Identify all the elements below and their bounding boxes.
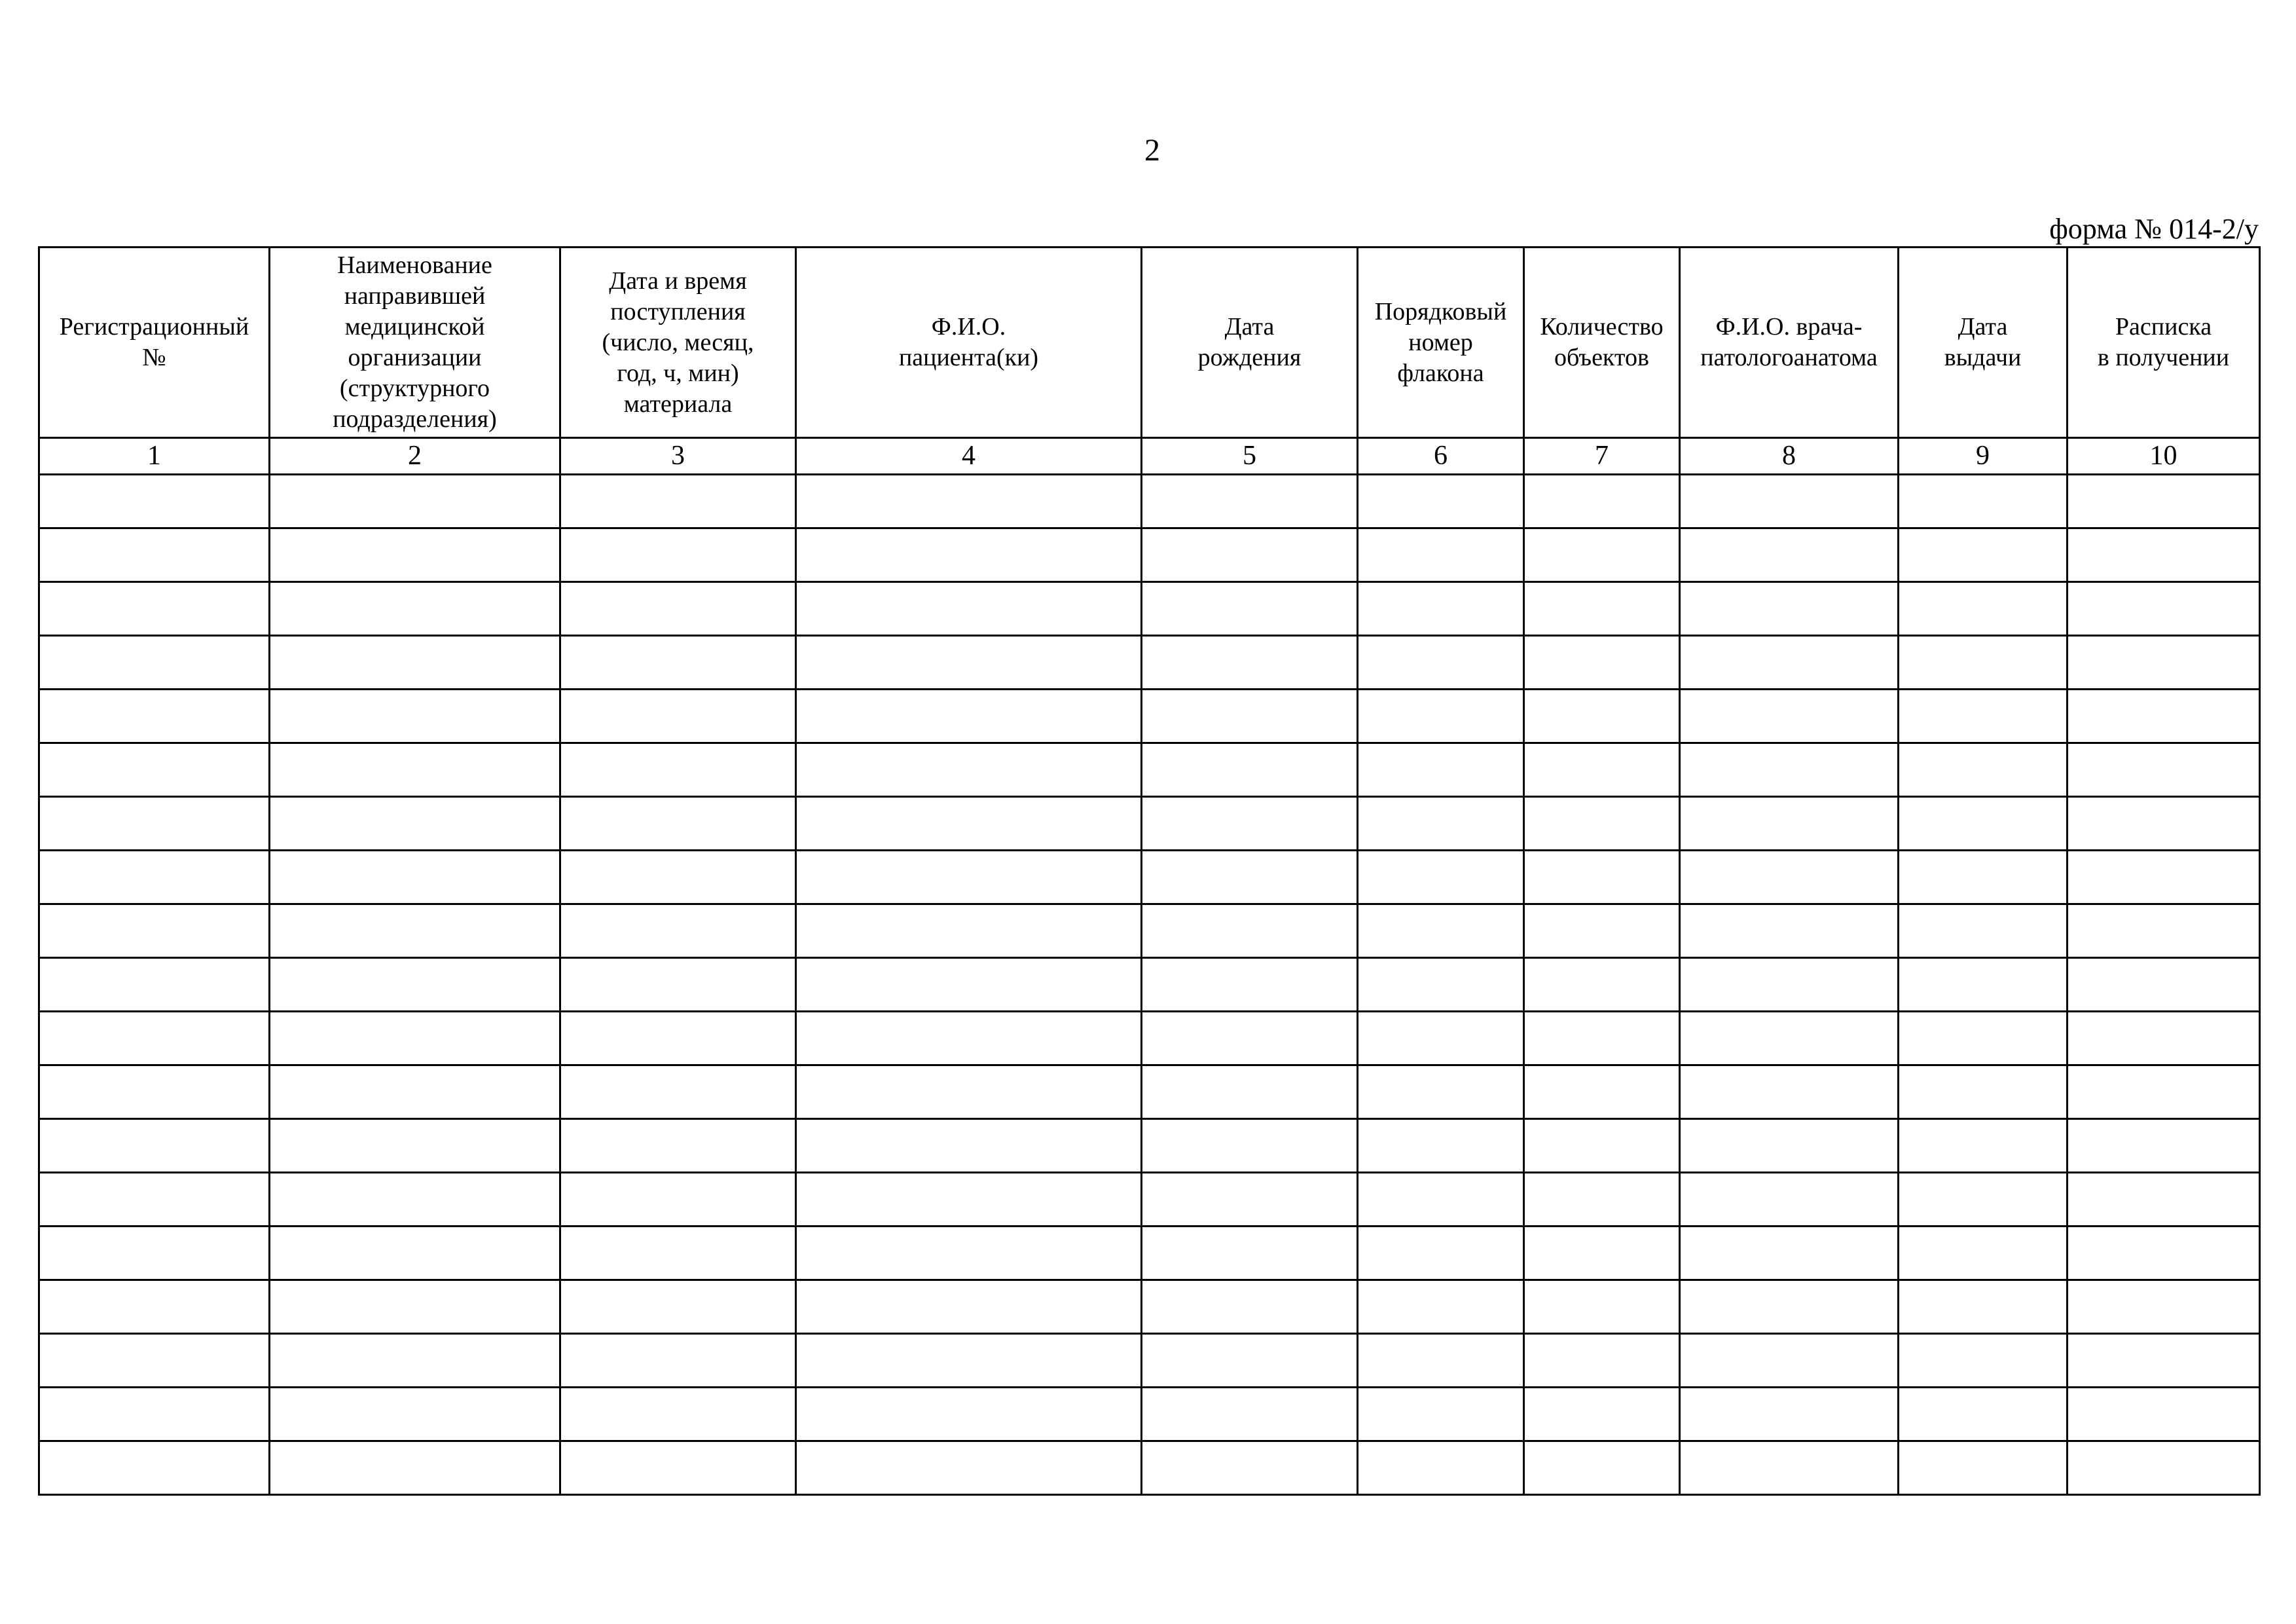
header-vial-number bbox=[1358, 248, 1524, 438]
table-cell[interactable] bbox=[270, 1227, 560, 1280]
table-cell[interactable] bbox=[1358, 1119, 1524, 1173]
header-cell-text: Порядковый номер флакона bbox=[1374, 297, 1507, 387]
table-cell[interactable] bbox=[1899, 851, 2068, 904]
header-cell-text: Количество объектов bbox=[1540, 313, 1664, 371]
column-number: 3 bbox=[560, 438, 796, 475]
table-cell[interactable] bbox=[1680, 797, 1899, 851]
table-cell[interactable] bbox=[1524, 1334, 1680, 1388]
table-cell[interactable] bbox=[560, 1388, 796, 1441]
table-cell[interactable] bbox=[270, 1388, 560, 1441]
table-cell[interactable] bbox=[1142, 743, 1358, 797]
table-row bbox=[39, 904, 2260, 958]
table-cell[interactable] bbox=[1358, 851, 1524, 904]
table-cell[interactable] bbox=[270, 528, 560, 582]
table-cell[interactable] bbox=[1142, 797, 1358, 851]
table-cell[interactable] bbox=[796, 851, 1142, 904]
table-cell[interactable] bbox=[1680, 958, 1899, 1012]
table-cell[interactable] bbox=[2068, 904, 2260, 958]
table-cell[interactable] bbox=[39, 475, 270, 528]
table-cell[interactable] bbox=[560, 743, 796, 797]
table-cell[interactable] bbox=[796, 636, 1142, 690]
table-cell[interactable] bbox=[1680, 1173, 1899, 1227]
table-cell[interactable] bbox=[1524, 1441, 1680, 1495]
table-cell[interactable] bbox=[1524, 851, 1680, 904]
table-cell[interactable] bbox=[1680, 1441, 1899, 1495]
table-cell[interactable] bbox=[2068, 851, 2260, 904]
table-cell[interactable] bbox=[39, 958, 270, 1012]
table-row bbox=[39, 475, 2260, 528]
register-table bbox=[38, 246, 2261, 1496]
table-cell[interactable] bbox=[2068, 1280, 2260, 1334]
table-row bbox=[39, 1334, 2260, 1388]
table-row bbox=[39, 743, 2260, 797]
table-cell[interactable] bbox=[1358, 528, 1524, 582]
table-cell[interactable] bbox=[1899, 743, 2068, 797]
table-cell[interactable] bbox=[270, 743, 560, 797]
table-cell[interactable] bbox=[1680, 475, 1899, 528]
header-cell-text: Расписка в получении bbox=[2097, 313, 2230, 371]
table-cell[interactable] bbox=[2068, 1173, 2260, 1227]
table-cell[interactable] bbox=[796, 1065, 1142, 1119]
table-cell[interactable] bbox=[2068, 636, 2260, 690]
table-cell[interactable] bbox=[1358, 636, 1524, 690]
table-cell[interactable] bbox=[1524, 1119, 1680, 1173]
table-cell[interactable] bbox=[796, 528, 1142, 582]
column-number: 8 bbox=[1680, 438, 1899, 475]
table-cell[interactable] bbox=[1142, 1334, 1358, 1388]
table-cell[interactable] bbox=[1142, 904, 1358, 958]
table-row bbox=[39, 1173, 2260, 1227]
table-cell[interactable] bbox=[1524, 1065, 1680, 1119]
table-cell[interactable] bbox=[560, 958, 796, 1012]
table-cell[interactable] bbox=[1899, 904, 2068, 958]
header-cell-text: Дата рождения bbox=[1197, 313, 1302, 371]
table-cell[interactable] bbox=[2068, 1334, 2260, 1388]
table-row bbox=[39, 1441, 2260, 1495]
table-cell[interactable] bbox=[2068, 1441, 2260, 1495]
table-cell[interactable] bbox=[796, 1012, 1142, 1065]
table-cell[interactable] bbox=[560, 582, 796, 636]
table-cell[interactable] bbox=[1899, 690, 2068, 743]
table-cell[interactable] bbox=[270, 1119, 560, 1173]
table-cell[interactable] bbox=[2068, 690, 2260, 743]
column-number: 5 bbox=[1142, 438, 1358, 475]
table-cell[interactable] bbox=[1680, 1280, 1899, 1334]
table-cell[interactable] bbox=[270, 904, 560, 958]
table-cell[interactable] bbox=[1524, 1012, 1680, 1065]
table-cell[interactable] bbox=[270, 851, 560, 904]
table-cell[interactable] bbox=[2068, 1065, 2260, 1119]
form-code: форма № 014-2/у bbox=[2049, 213, 2259, 245]
table-row bbox=[39, 958, 2260, 1012]
table-cell[interactable] bbox=[1524, 1173, 1680, 1227]
header-object-count bbox=[1524, 248, 1680, 438]
table-cell[interactable] bbox=[560, 1173, 796, 1227]
table-cell[interactable] bbox=[270, 1012, 560, 1065]
column-number-row bbox=[39, 438, 2260, 475]
table-cell[interactable] bbox=[1358, 797, 1524, 851]
header-issue-date bbox=[1899, 248, 2068, 438]
table-cell[interactable] bbox=[1524, 958, 1680, 1012]
table-cell[interactable] bbox=[1899, 475, 2068, 528]
table-cell[interactable] bbox=[1680, 851, 1899, 904]
table-cell[interactable] bbox=[270, 1280, 560, 1334]
table-cell[interactable] bbox=[1358, 1065, 1524, 1119]
table-cell[interactable] bbox=[560, 1012, 796, 1065]
table-row bbox=[39, 851, 2260, 904]
table-row bbox=[39, 636, 2260, 690]
table-cell[interactable] bbox=[2068, 528, 2260, 582]
table-row bbox=[39, 797, 2260, 851]
table-cell[interactable] bbox=[1142, 851, 1358, 904]
table-cell[interactable] bbox=[1524, 582, 1680, 636]
table-cell[interactable] bbox=[796, 1173, 1142, 1227]
table-row bbox=[39, 582, 2260, 636]
table-row bbox=[39, 1280, 2260, 1334]
table-cell[interactable] bbox=[270, 1441, 560, 1495]
table-cell[interactable] bbox=[1680, 1012, 1899, 1065]
table-cell[interactable] bbox=[1524, 797, 1680, 851]
table-cell[interactable] bbox=[1899, 1065, 2068, 1119]
table-cell[interactable] bbox=[1142, 1012, 1358, 1065]
table-cell[interactable] bbox=[560, 1441, 796, 1495]
table-cell[interactable] bbox=[270, 958, 560, 1012]
table-cell[interactable] bbox=[1524, 743, 1680, 797]
table-cell[interactable] bbox=[1142, 1065, 1358, 1119]
header-cell-text: Дата выдачи bbox=[1944, 313, 2022, 371]
header-cell-text: Регистрационный № bbox=[59, 313, 249, 371]
table-cell[interactable] bbox=[39, 582, 270, 636]
table-cell[interactable] bbox=[796, 1334, 1142, 1388]
table-cell[interactable] bbox=[1680, 743, 1899, 797]
table-cell[interactable] bbox=[796, 904, 1142, 958]
table-cell[interactable] bbox=[39, 743, 270, 797]
table-cell[interactable] bbox=[2068, 582, 2260, 636]
table-cell[interactable] bbox=[39, 1119, 270, 1173]
table-cell[interactable] bbox=[1524, 475, 1680, 528]
header-receipt-signature bbox=[2068, 248, 2260, 438]
table-cell[interactable] bbox=[1142, 1173, 1358, 1227]
table-row bbox=[39, 528, 2260, 582]
table-cell[interactable] bbox=[1358, 690, 1524, 743]
header-pathologist-name bbox=[1680, 248, 1899, 438]
table-row bbox=[39, 1227, 2260, 1280]
table-cell[interactable] bbox=[39, 851, 270, 904]
table-cell[interactable] bbox=[39, 1388, 270, 1441]
table-row bbox=[39, 1388, 2260, 1441]
table-cell[interactable] bbox=[1142, 1119, 1358, 1173]
table-cell[interactable] bbox=[1680, 582, 1899, 636]
table-cell[interactable] bbox=[796, 797, 1142, 851]
table-cell[interactable] bbox=[796, 1441, 1142, 1495]
table-row bbox=[39, 1065, 2260, 1119]
header-patient-name bbox=[796, 248, 1142, 438]
table-cell[interactable] bbox=[1142, 690, 1358, 743]
header-cell-text: Наименование направившей медицинской организации (структурного подразделения) bbox=[333, 251, 497, 433]
column-number: 4 bbox=[796, 438, 1142, 475]
table-cell[interactable] bbox=[39, 904, 270, 958]
table-cell[interactable] bbox=[796, 475, 1142, 528]
header-cell-text: Дата и время поступления (число, месяц, год, ч, мин) материала bbox=[602, 267, 754, 418]
table-cell[interactable] bbox=[1899, 1119, 2068, 1173]
table-cell[interactable] bbox=[1358, 475, 1524, 528]
table-cell[interactable] bbox=[270, 636, 560, 690]
table-cell[interactable] bbox=[796, 1280, 1142, 1334]
table-cell[interactable] bbox=[1680, 1119, 1899, 1173]
table-cell[interactable] bbox=[1524, 1227, 1680, 1280]
table-cell[interactable] bbox=[1142, 958, 1358, 1012]
table-cell[interactable] bbox=[796, 1388, 1142, 1441]
table-cell[interactable] bbox=[2068, 1227, 2260, 1280]
header-cell-text: Ф.И.О. врача- патологоанатома bbox=[1700, 313, 1878, 371]
header-referring-organization bbox=[270, 248, 560, 438]
table-cell[interactable] bbox=[270, 797, 560, 851]
table-cell[interactable] bbox=[1142, 1280, 1358, 1334]
table-cell[interactable] bbox=[1680, 904, 1899, 958]
column-number: 2 bbox=[270, 438, 560, 475]
header-row bbox=[39, 248, 2260, 438]
table-cell[interactable] bbox=[796, 1227, 1142, 1280]
table-cell[interactable] bbox=[1358, 582, 1524, 636]
column-number: 7 bbox=[1524, 438, 1680, 475]
table-cell[interactable] bbox=[796, 1119, 1142, 1173]
table-cell[interactable] bbox=[1899, 797, 2068, 851]
table-cell[interactable] bbox=[1680, 1334, 1899, 1388]
table-cell[interactable] bbox=[1680, 1227, 1899, 1280]
page-number: 2 bbox=[1144, 133, 1160, 168]
table-cell[interactable] bbox=[1524, 904, 1680, 958]
table-cell[interactable] bbox=[39, 1065, 270, 1119]
table-cell[interactable] bbox=[1899, 636, 2068, 690]
table-cell[interactable] bbox=[1524, 1280, 1680, 1334]
table-cell[interactable] bbox=[270, 1173, 560, 1227]
table-cell[interactable] bbox=[2068, 958, 2260, 1012]
table-cell[interactable] bbox=[2068, 1012, 2260, 1065]
table-cell[interactable] bbox=[1680, 690, 1899, 743]
table-cell[interactable] bbox=[1358, 904, 1524, 958]
table-cell[interactable] bbox=[796, 743, 1142, 797]
table-row bbox=[39, 1119, 2260, 1173]
table-cell[interactable] bbox=[1899, 1334, 2068, 1388]
table-cell[interactable] bbox=[1142, 582, 1358, 636]
table-cell[interactable] bbox=[560, 1334, 796, 1388]
table-cell[interactable] bbox=[1358, 1388, 1524, 1441]
table-cell[interactable] bbox=[1142, 1388, 1358, 1441]
table-cell[interactable] bbox=[560, 475, 796, 528]
table-cell[interactable] bbox=[560, 1065, 796, 1119]
table-cell[interactable] bbox=[1358, 1173, 1524, 1227]
table-cell[interactable] bbox=[1524, 636, 1680, 690]
table-cell[interactable] bbox=[2068, 1119, 2260, 1173]
table-cell[interactable] bbox=[39, 1280, 270, 1334]
table-cell[interactable] bbox=[270, 582, 560, 636]
table-cell[interactable] bbox=[1899, 528, 2068, 582]
table-cell[interactable] bbox=[270, 1334, 560, 1388]
table-cell[interactable] bbox=[1899, 1173, 2068, 1227]
table-cell[interactable] bbox=[560, 904, 796, 958]
table-cell[interactable] bbox=[270, 690, 560, 743]
header-receipt-datetime bbox=[560, 248, 796, 438]
table-cell[interactable] bbox=[560, 636, 796, 690]
table-cell[interactable] bbox=[1680, 1388, 1899, 1441]
table-cell[interactable] bbox=[1358, 1280, 1524, 1334]
table-cell[interactable] bbox=[560, 1119, 796, 1173]
table-cell[interactable] bbox=[39, 1227, 270, 1280]
table-cell[interactable] bbox=[39, 1441, 270, 1495]
table-cell[interactable] bbox=[560, 528, 796, 582]
header-cell-text: Ф.И.О. пациента(ки) bbox=[898, 313, 1039, 371]
table-cell[interactable] bbox=[1524, 1388, 1680, 1441]
table-cell[interactable] bbox=[1358, 958, 1524, 1012]
column-number: 9 bbox=[1899, 438, 2068, 475]
table-cell[interactable] bbox=[1524, 528, 1680, 582]
table-cell[interactable] bbox=[560, 1280, 796, 1334]
table-cell[interactable] bbox=[1142, 1227, 1358, 1280]
table-cell[interactable] bbox=[1524, 690, 1680, 743]
table-row bbox=[39, 1012, 2260, 1065]
table-cell[interactable] bbox=[2068, 475, 2260, 528]
table-cell[interactable] bbox=[39, 636, 270, 690]
table-cell[interactable] bbox=[2068, 1388, 2260, 1441]
table-cell[interactable] bbox=[1142, 528, 1358, 582]
table-cell[interactable] bbox=[1358, 1441, 1524, 1495]
table-cell[interactable] bbox=[1142, 636, 1358, 690]
table-cell[interactable] bbox=[1899, 1227, 2068, 1280]
column-number: 6 bbox=[1358, 438, 1524, 475]
table-cell[interactable] bbox=[1358, 743, 1524, 797]
table-cell[interactable] bbox=[1142, 1441, 1358, 1495]
table-cell[interactable] bbox=[560, 690, 796, 743]
table-cell[interactable] bbox=[1899, 958, 2068, 1012]
table-cell[interactable] bbox=[39, 1173, 270, 1227]
table-cell[interactable] bbox=[270, 1065, 560, 1119]
table-cell[interactable] bbox=[560, 797, 796, 851]
column-number: 10 bbox=[2068, 438, 2260, 475]
table-cell[interactable] bbox=[560, 1227, 796, 1280]
table-cell[interactable] bbox=[1680, 528, 1899, 582]
column-number: 1 bbox=[39, 438, 270, 475]
table-cell[interactable] bbox=[1142, 475, 1358, 528]
table-cell[interactable] bbox=[1899, 1012, 2068, 1065]
table-cell[interactable] bbox=[39, 797, 270, 851]
table-cell[interactable] bbox=[1358, 1334, 1524, 1388]
table-cell[interactable] bbox=[1899, 1441, 2068, 1495]
table-cell[interactable] bbox=[796, 690, 1142, 743]
table-cell[interactable] bbox=[1680, 636, 1899, 690]
table-cell[interactable] bbox=[2068, 797, 2260, 851]
table-cell[interactable] bbox=[1680, 1065, 1899, 1119]
table-cell[interactable] bbox=[796, 958, 1142, 1012]
table-cell[interactable] bbox=[39, 528, 270, 582]
table-cell[interactable] bbox=[1358, 1227, 1524, 1280]
table-cell[interactable] bbox=[2068, 743, 2260, 797]
table-cell[interactable] bbox=[39, 690, 270, 743]
empty-rows bbox=[39, 475, 2260, 1495]
table-cell[interactable] bbox=[560, 851, 796, 904]
table-cell[interactable] bbox=[1899, 582, 2068, 636]
table-row bbox=[39, 690, 2260, 743]
header-birth-date bbox=[1142, 248, 1358, 438]
table-cell[interactable] bbox=[270, 475, 560, 528]
table-cell[interactable] bbox=[39, 1334, 270, 1388]
table-cell[interactable] bbox=[796, 582, 1142, 636]
table-cell[interactable] bbox=[39, 1012, 270, 1065]
table-cell[interactable] bbox=[1899, 1280, 2068, 1334]
table-cell[interactable] bbox=[1899, 1388, 2068, 1441]
header-registration-number bbox=[39, 248, 270, 438]
table-cell[interactable] bbox=[1358, 1012, 1524, 1065]
